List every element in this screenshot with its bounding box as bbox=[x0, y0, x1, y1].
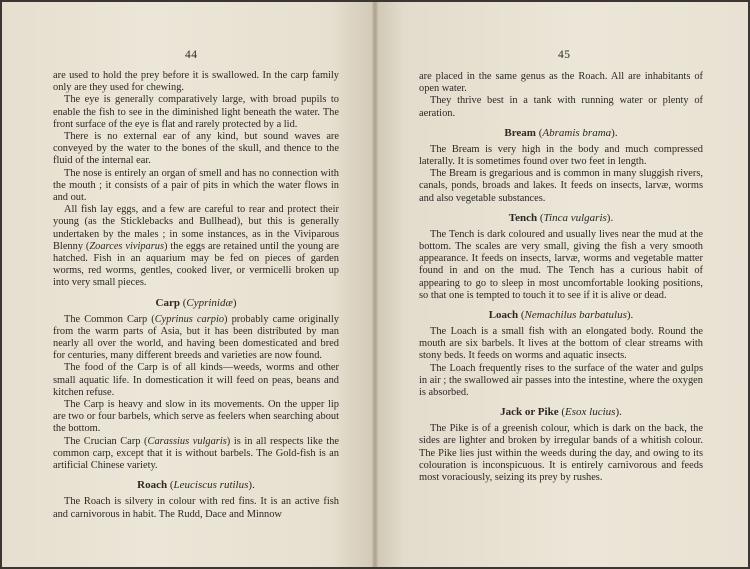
book-spread bbox=[2, 2, 748, 567]
latin-name: Cyprinidæ bbox=[186, 296, 233, 309]
paragraph: The nose is entirely an organ of smell and has no connection with the mouth ; it consists of a pair of pits in which the water flows in and out. bbox=[53, 167, 339, 204]
latin-name: Tinca vulgaris bbox=[543, 211, 607, 224]
paragraph: The Loach is a small fish with an elongated body. Round the mouth are six barbels. It lives at the bottom of clear streams with stony beds. It feeds on worms and aquatic insects. bbox=[419, 326, 703, 362]
latin-name: Carassius vulgaris bbox=[147, 435, 227, 447]
section-heading-bream: Bream (Abramis brama). bbox=[504, 126, 618, 139]
section-heading-roach: Roach (Leuciscus rutilus). bbox=[137, 479, 255, 492]
paragraph: The Crucian Carp (Carassius vulgaris) is in all respects like the common carp, except that it is without barbels. The Gold-fish is an artificial Chinese variety. bbox=[53, 435, 340, 472]
latin-name: Zoarces viviparus bbox=[89, 240, 165, 252]
paragraph: The Bream is gregarious and is common in many sluggish rivers, canals, ponds, broads and lakes. It feeds on insects, larvæ, worms and also vegetable substances. bbox=[419, 168, 703, 204]
page-number: 45 bbox=[558, 49, 571, 61]
latin-name: Leuciscus rutilus bbox=[173, 479, 249, 492]
latin-name: Abramis brama bbox=[542, 126, 612, 139]
page-number: 44 bbox=[185, 49, 198, 61]
section-heading-pike: Jack or Pike (Esox lucius). bbox=[500, 406, 622, 419]
book-gutter bbox=[372, 2, 378, 567]
paragraph: The eye is generally comparatively large, with broad pupils to enable the fish to see in the diminished light beneath the water. The front surface of the eye is flat and rarely protected by a lid. bbox=[53, 94, 339, 130]
paragraph: They thrive best in a tank with running water or plenty of aeration. bbox=[419, 95, 703, 119]
right-page bbox=[374, 2, 748, 567]
paragraph: The Tench is dark coloured and usually lives near the mud at the bottom. The scales are very small, giving the fish a very smooth appearance. It feeds on insects, larvæ, worms and vegetable matter found in and on the mud. The Tench has a curious habit of appearing to go to sleep in most uncomfortable looking positions, so that one is tempted to touch it to see if it is alive or dead. bbox=[419, 228, 703, 301]
latin-name: Cyprinus carpio bbox=[154, 313, 225, 325]
left-page bbox=[2, 2, 374, 567]
section-heading-carp: Carp (Cyprinidæ) bbox=[155, 296, 237, 309]
section-heading-tench: Tench (Tinca vulgaris). bbox=[508, 211, 614, 224]
paragraph: The food of the Carp is of all kinds—weeds, worms and other small aquatic life. In domestication it will feed on peas, beans and kitchen refuse. bbox=[53, 362, 339, 398]
paragraph: The Bream is very high in the body and much compressed laterally. It is sometimes found over two feet in length. bbox=[419, 143, 703, 168]
paragraph: The Roach is silvery in colour with red fins. It is an active fish and carnivorous in habit. The Rudd, Dace and Minnow bbox=[53, 496, 339, 520]
paragraph: The Pike is of a greenish colour, which is dark on the back, the sides are lighter and broken by irregular bands of a whitish colour. The Pike lies just within the weeds during the day, and owing to its colouration is inconspicuous. It is entirely carnivorous and feeds most voraciously, seizing its prey by rushes. bbox=[419, 423, 703, 484]
latin-name: Esox lucius bbox=[565, 406, 616, 419]
paragraph: The Loach frequently rises to the surface of the water and gulps in air ; the swallowed air passes into the intestine, where the oxygen is absorbed. bbox=[419, 362, 703, 399]
paragraph: The Carp is heavy and slow in its movements. On the upper lip are two or four barbels, which serve as feelers when searching about the bottom. bbox=[53, 399, 339, 435]
paragraph: are placed in the same genus as the Roach. All are inhabitants of open water. bbox=[419, 71, 703, 95]
latin-name: Nemachilus barbatulus bbox=[524, 309, 627, 322]
paragraph: are used to hold the prey before it is swallowed. In the carp family only are they used for chewing. bbox=[53, 70, 339, 94]
page-body bbox=[419, 71, 703, 484]
paragraph: There is no external ear of any kind, but sound waves are conveyed by the water to the bones of the skull, and thence to the fluid of the internal ear. bbox=[53, 131, 339, 167]
paragraph: All fish lay eggs, and a few are careful to rear and protect their young (as the Sticklebacks and Bullhead), but this is generally undertaken by the males ; in some instances, as in the Viviparous Blenny (Zoarces viviparus) the eggs are retained until the young are hatched. Fish in an aquarium may be fed on pieces of garden worms, red worms, gentles, cooked liver, or vermicelli broken up into very small pieces. bbox=[53, 204, 339, 289]
page-body bbox=[53, 70, 339, 521]
paragraph: The Common Carp (Cyprinus carpio) probably came originally from the warm parts of Asia, but it has been distributed by man nearly all over the world, and having been domesticated and bred for centuries, many different breeds and varieties are now found. bbox=[53, 313, 339, 362]
section-heading-loach: Loach (Nemachilus barbatulus). bbox=[488, 309, 634, 322]
